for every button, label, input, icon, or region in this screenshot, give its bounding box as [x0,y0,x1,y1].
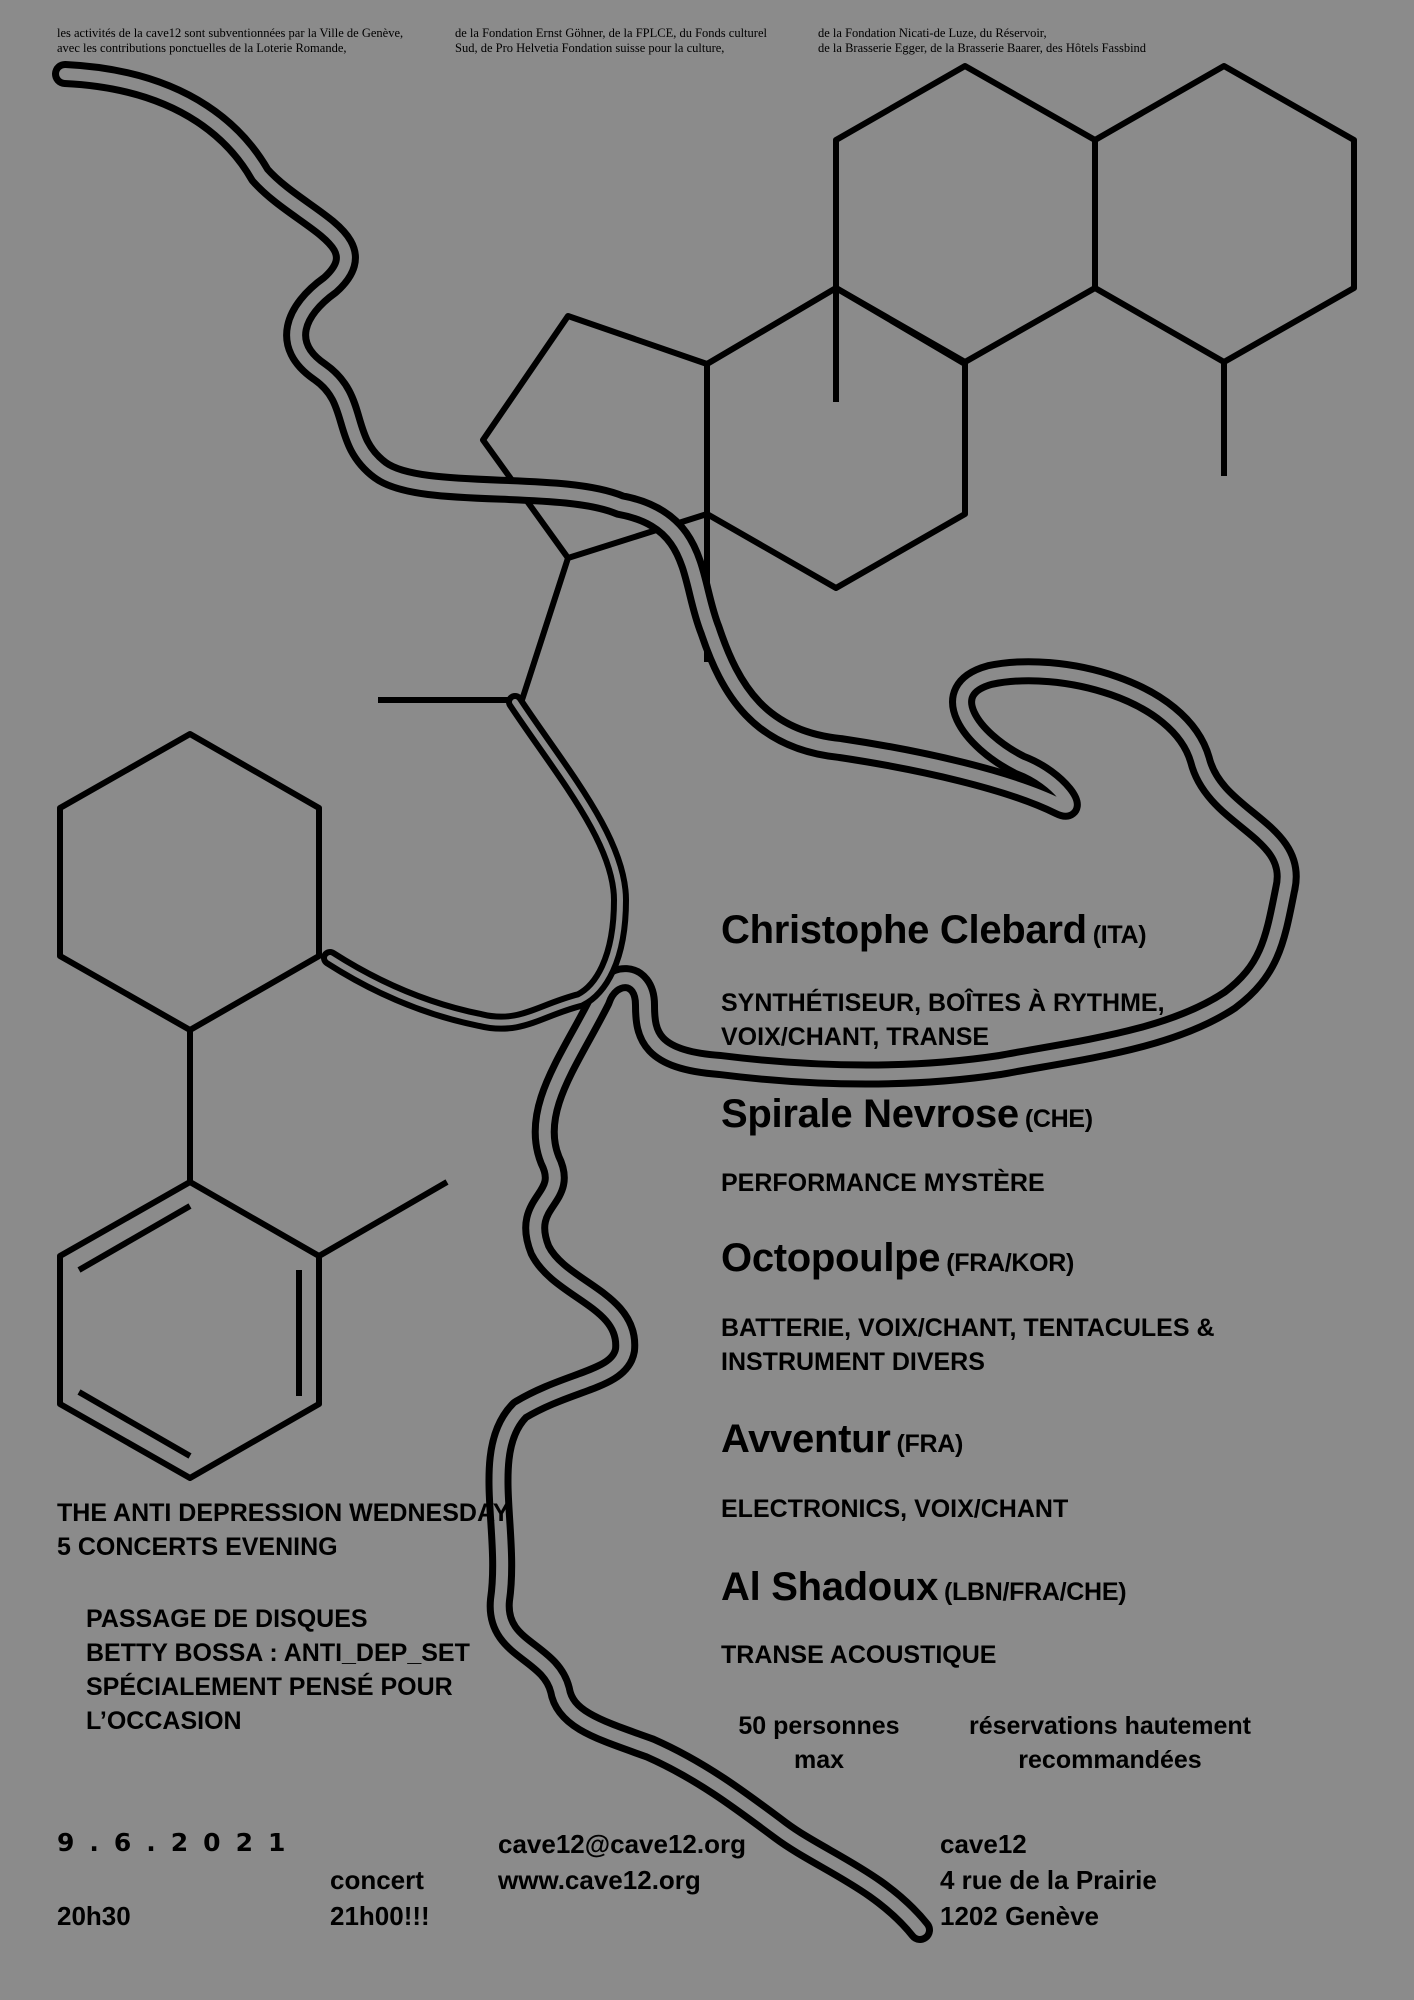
credits-line-2: de la Fondation Ernst Göhner, de la FPLCE, du Fonds culturel Sud, de Pro Helvetia Fondation suisse pour la culture, [455,26,767,55]
concert-time: concert 21h00!!! [330,1865,430,1931]
artist-name-3: Octopoulpe (FRA/KOR) [721,1236,1075,1280]
artist-desc-3: BATTERIE, VOIX/CHANT, TENTACULES & INSTRUMENT DIVERS [721,1314,1215,1376]
credits-line-1: les activités de la cave12 sont subventionnées par la Ville de Genève, avec les contributions ponctuelles de la Loterie Romande, [57,26,404,55]
hex-ring-b [1095,66,1354,362]
reservation-info: réservations hautement recommandées [968,1712,1252,1774]
doors-time: 20h30 [57,1901,131,1931]
artist-name-5: Al Shadoux (LBN/FRA/CHE) [721,1565,1127,1609]
contact-info: cave12@cave12.org www.cave12.org [498,1829,746,1895]
event-headline: THE ANTI DEPRESSION WEDNESDAY 5 CONCERTS EVENING [57,1499,510,1561]
hex-ring-a [836,66,1095,362]
credits-line-3: de la Fondation Nicati-de Luze, du Réservoir, de la Brasserie Egger, de la Brasserie Baarer, des Hôtels Fassbind [818,26,1147,55]
dj-set-info: PASSAGE DE DISQUES BETTY BOSSA : ANTI_DEP_SET SPÉCIALEMENT PENSÉ POUR L’OCCASION [86,1605,470,1735]
capacity-info: 50 personnes max [738,1712,900,1774]
venue-address: cave12 4 rue de la Prairie 1202 Genève [940,1829,1157,1931]
hex-ring-d [60,734,319,1030]
event-date: 9.6.2021 [57,1828,301,1857]
artist-desc-2: PERFORMANCE MYSTÈRE [721,1169,1045,1197]
artist-name-1: Christophe Clebard (ITA) [721,908,1147,952]
artist-name-4: Avventur (FRA) [721,1417,964,1461]
river-branch [330,702,620,1023]
benzene-ring [60,1182,319,1478]
artist-desc-1: SYNTHÉTISEUR, BOÎTES À RYTHME, VOIX/CHANT, TRANSE [721,989,1165,1051]
artist-desc-4: ELECTRONICS, VOIX/CHANT [721,1495,1069,1523]
artist-name-2: Spirale Nevrose (CHE) [721,1092,1093,1136]
artist-desc-5: TRANSE ACOUSTIQUE [721,1641,997,1669]
